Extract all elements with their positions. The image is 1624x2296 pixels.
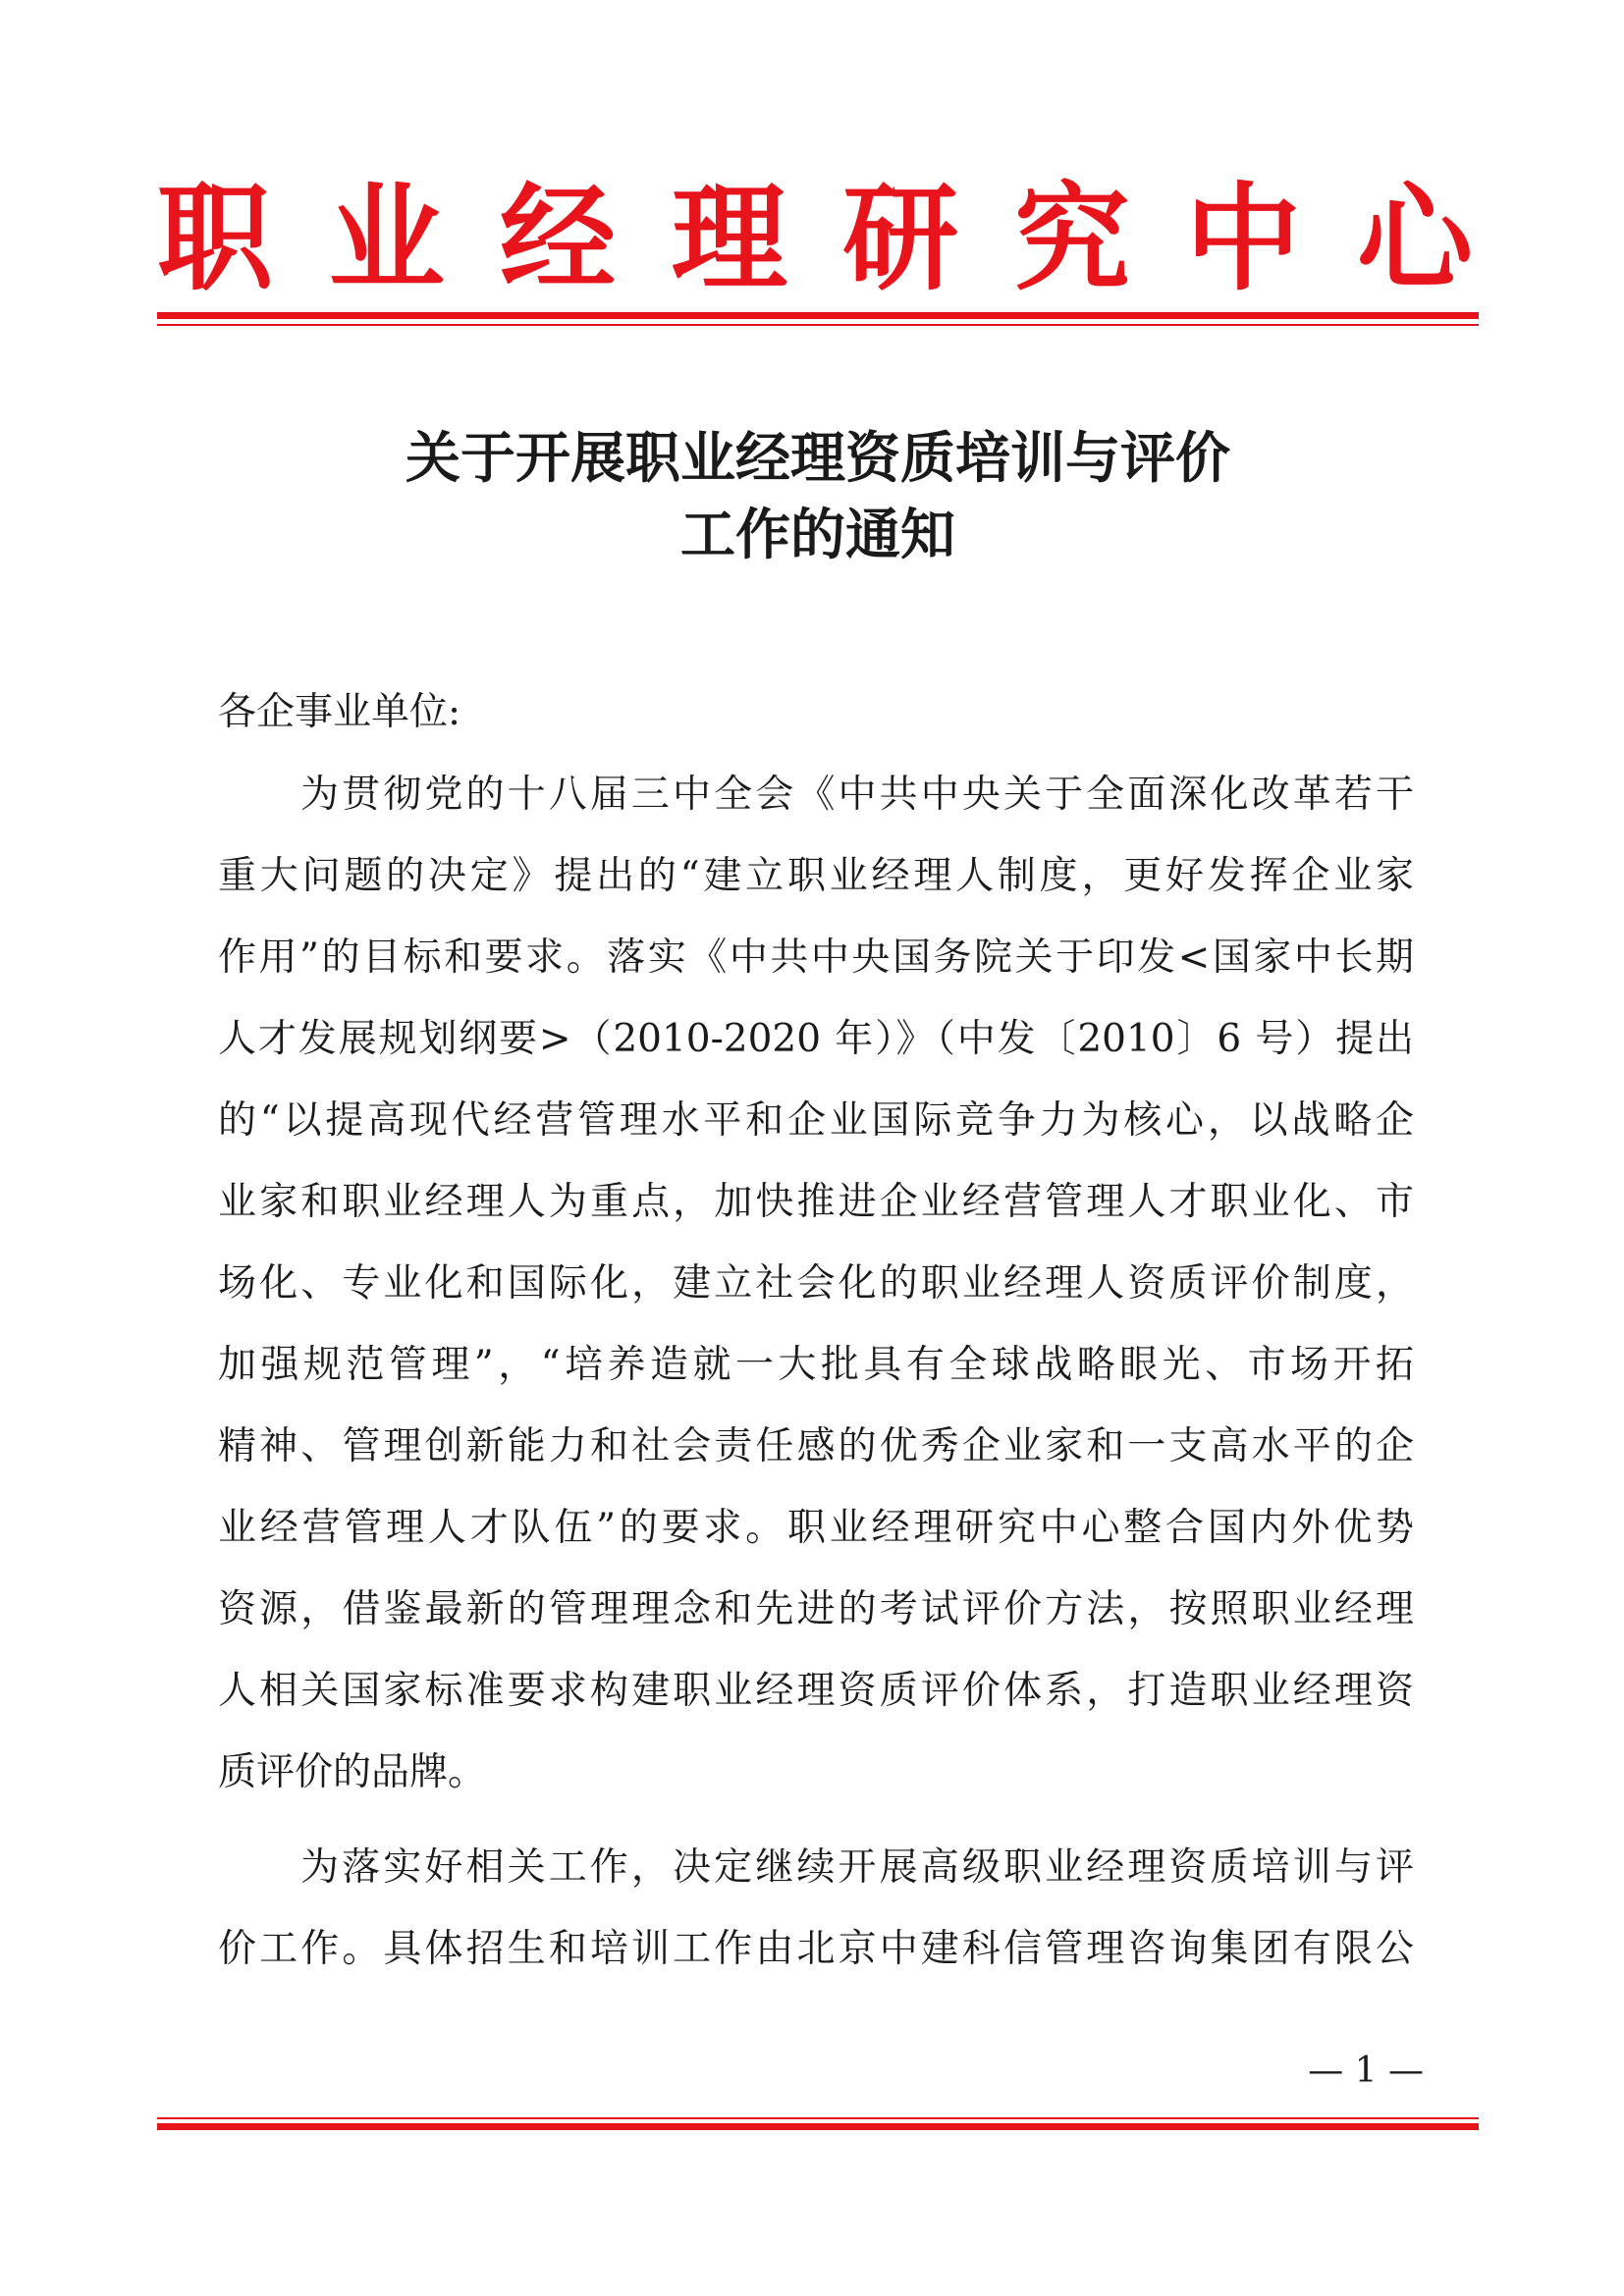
body-line: 资源，借鉴最新的管理理念和先进的考试评价方法，按照职业经理: [218, 1587, 1414, 1631]
header-divider-thin: [157, 324, 1479, 326]
body-line: 加强规范管理”，“培养造就一大批具有全球战略眼光、市场开拓: [218, 1343, 1414, 1387]
body-line: 作用”的目标和要求。落实《中共中央国务院关于印发<国家中长期: [218, 935, 1414, 980]
body-line: 业家和职业经理人为重点，加快推进企业经营管理人才职业化、市: [218, 1180, 1414, 1224]
body-line: 价工作。具体招生和培训工作由北京中建科信管理咨询集团有限公: [218, 1927, 1414, 1971]
body-line: 场化、专业化和国际化，建立社会化的职业经理人资质评价制度，: [218, 1261, 1414, 1306]
body-line: 为落实好相关工作，决定继续开展高级职业经理资质培训与评: [300, 1845, 1414, 1890]
footer-divider-thick: [157, 2123, 1479, 2130]
document-title-line: 关于开展职业经理资质培训与评价: [406, 426, 1230, 491]
body-line: 的“以提高现代经营管理水平和企业国际竞争力为核心，以战略企: [218, 1098, 1414, 1143]
body-line: 人才发展规划纲要>（2010-2020 年）》（中发〔2010〕6 号）提出: [218, 1017, 1414, 1061]
header-divider-thick: [157, 312, 1479, 319]
body-line: 业经营管理人才队伍”的要求。职业经理研究中心整合国内外优势: [218, 1506, 1414, 1550]
document-title-line: 工作的通知: [680, 503, 955, 567]
page-number: — 1 —: [1308, 2051, 1424, 2091]
document-title: [157, 420, 1479, 573]
body-line: 为贯彻党的十八届三中全会《中共中央关于全面深化改革若干: [300, 773, 1414, 817]
body-line: 重大问题的决定》提出的“建立职业经理人制度，更好发挥企业家: [218, 854, 1414, 898]
salutation: 各企事业单位:: [218, 690, 461, 734]
body-line: 质评价的品牌。: [218, 1750, 487, 1794]
footer-divider-thin: [157, 2117, 1479, 2119]
organization-masthead: 职业经理研究中心: [157, 170, 1473, 306]
body-line: 人相关国家标准要求构建职业经理资质评价体系，打造职业经理资: [218, 1669, 1414, 1713]
body-line: 精神、管理创新能力和社会责任感的优秀企业家和一支高水平的企: [218, 1424, 1414, 1468]
